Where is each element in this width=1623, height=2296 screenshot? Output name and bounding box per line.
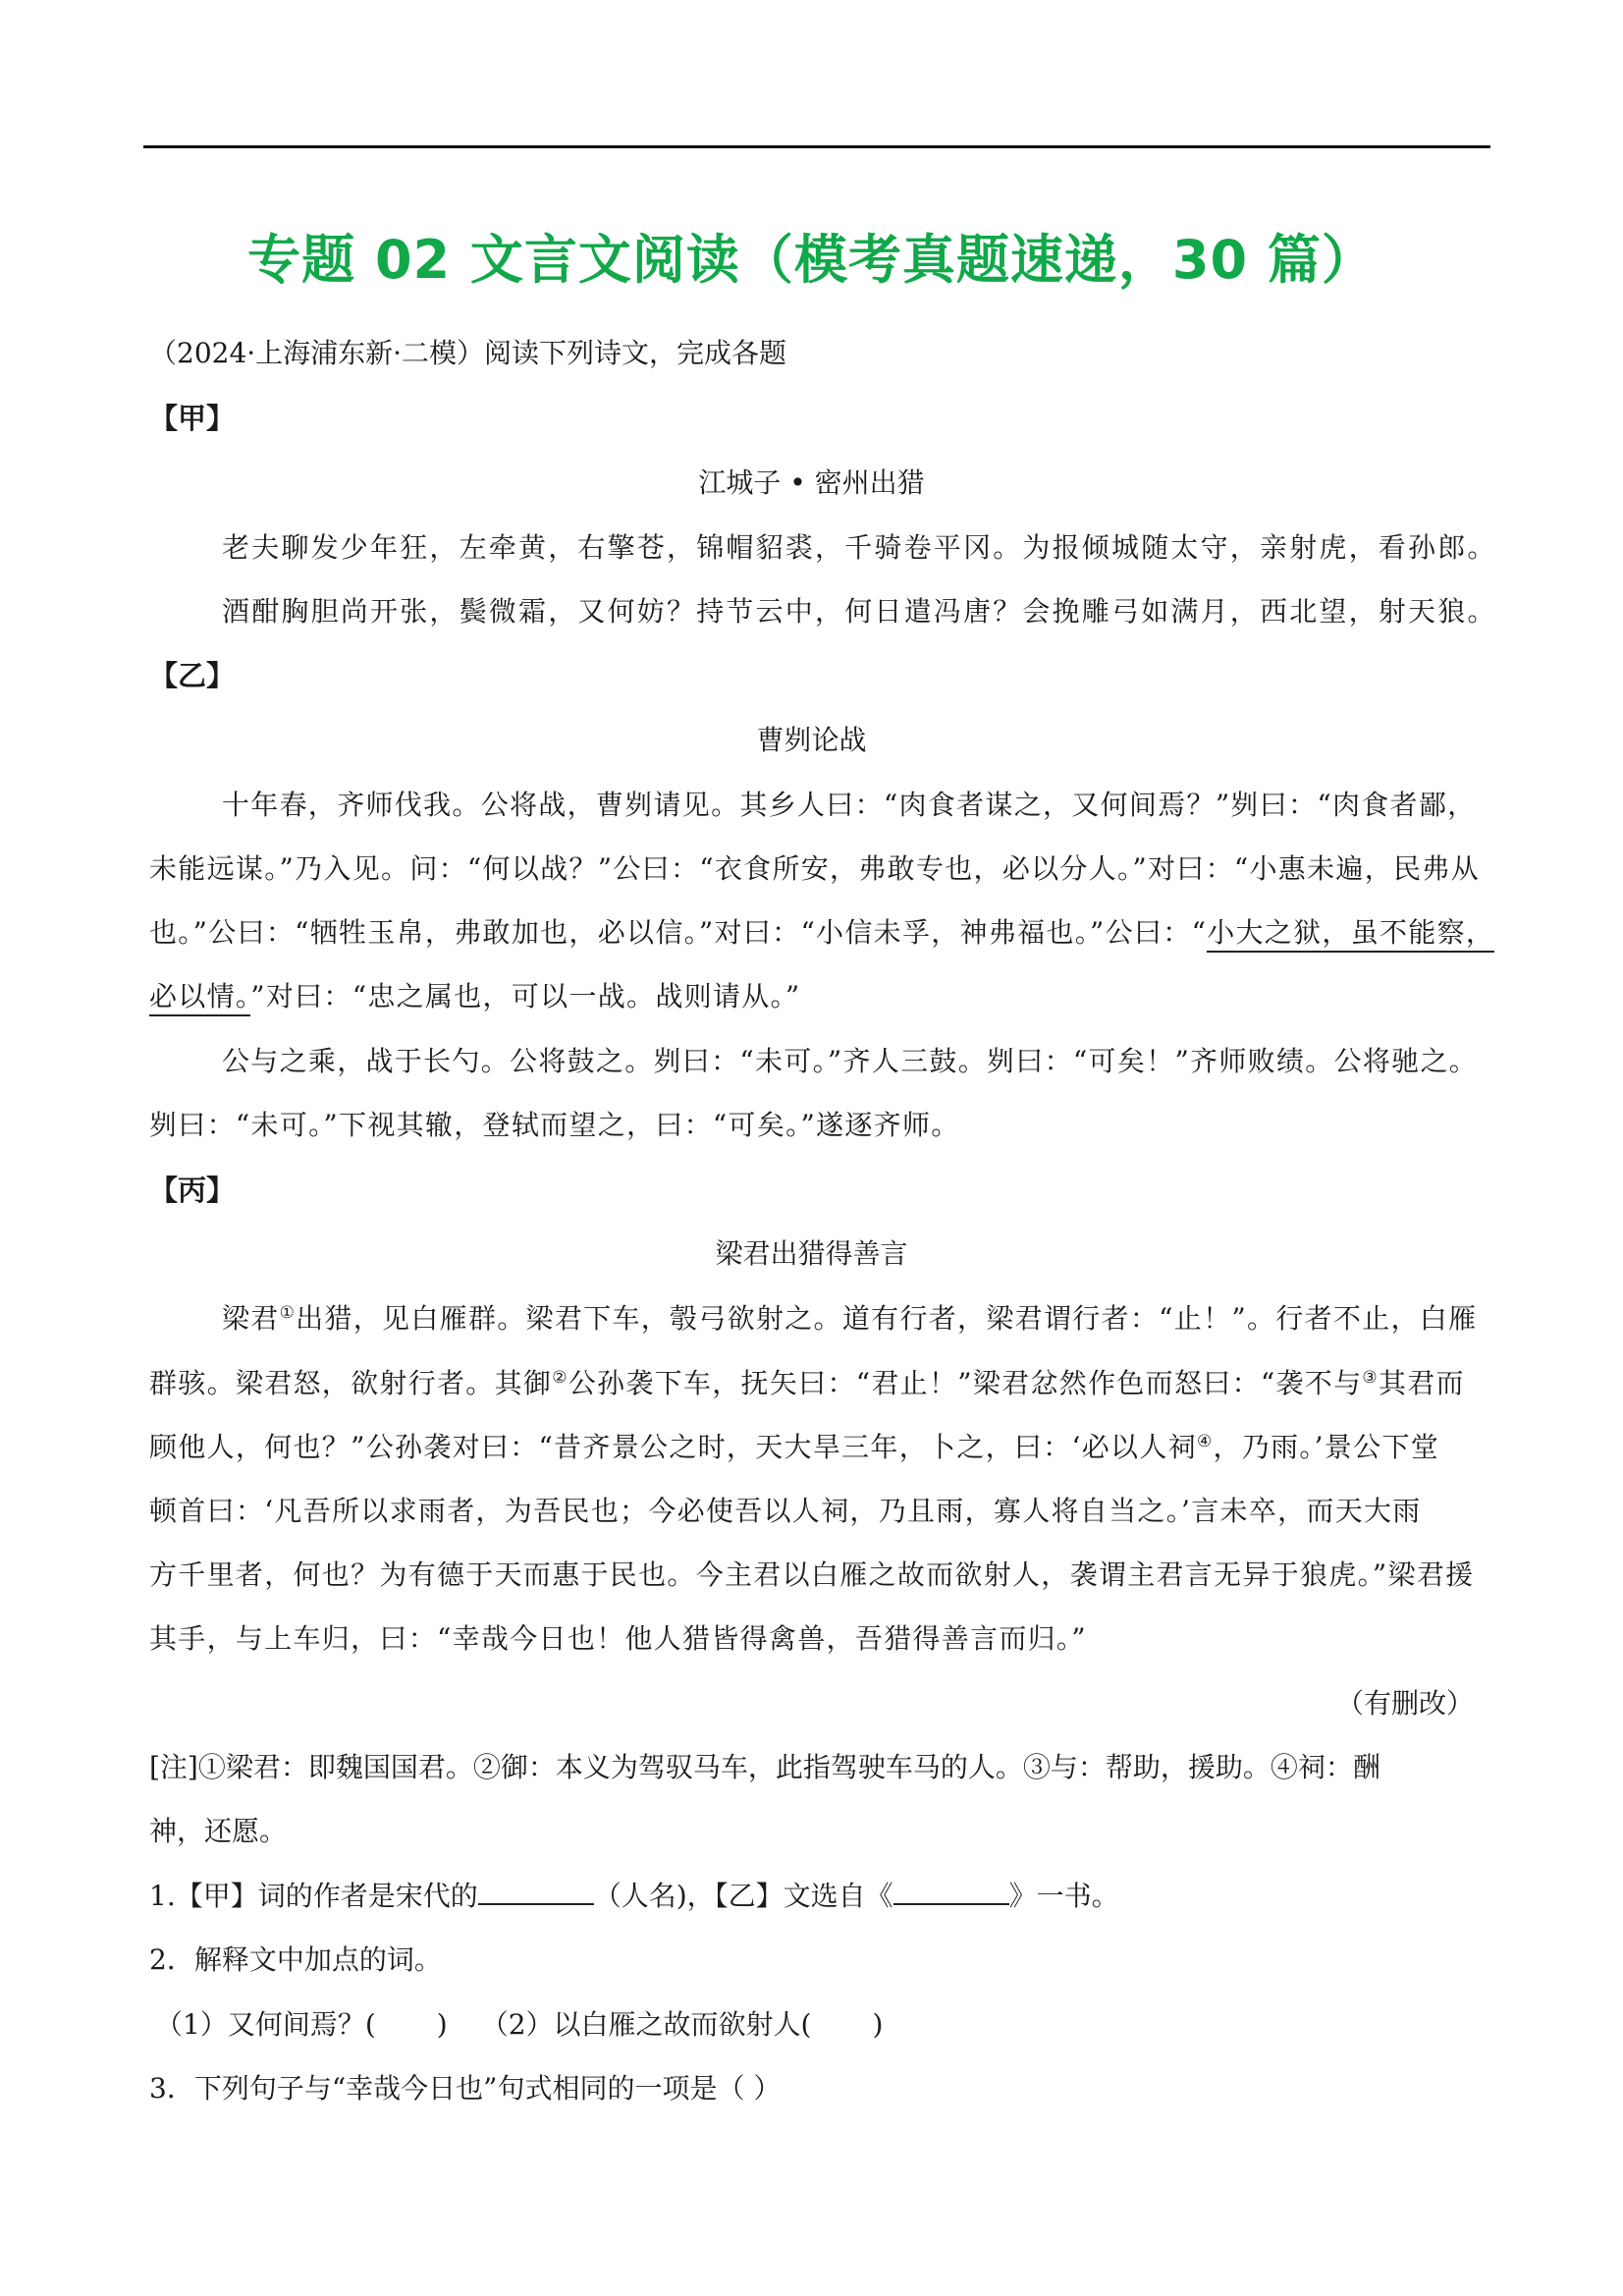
underlined-sentence-part1: 小大之狱，虽不能察， (1207, 916, 1494, 953)
question-2-2-text: （2）以白雁之故而欲射人( (480, 2008, 812, 2041)
section-label-jia: 【甲】 (149, 402, 236, 435)
yi-line-6: 刿曰：“未可。”下视其辙，登轼而望之，曰：“可矣。”遂逐齐师。 (149, 1109, 960, 1141)
question-3: 3．下列句子与“幸哉今日也”句式相同的一项是（ ） (149, 2072, 782, 2105)
question-1-text-c: 》一书。 (1008, 1880, 1119, 1912)
question-2-2-close: ) (872, 2008, 884, 2041)
note-marker-2: ② (552, 1368, 568, 1388)
bing-text-c: 群骇。梁君怒，欲射行者。其御 (149, 1367, 553, 1399)
yi-line-4 (149, 977, 800, 1016)
yi-line-3-text: 也。”公曰：“牺牲玉帛，弗敢加也，必以信。”对曰：“小信未孚，神弗福也。”公曰：“ (149, 916, 1208, 949)
intro-text: （2024·上海浦东新·二模）阅读下列诗文，完成各题 (149, 337, 787, 369)
question-2: 2．解释文中加点的词。 (149, 1943, 442, 1976)
bing-line-6: 其手，与上车归，曰：“幸哉今日也！他人猎皆得禽兽，吾猎得善言而归。” (149, 1622, 1087, 1655)
bing-line-3 (149, 1428, 1439, 1467)
bing-line-2 (149, 1364, 1465, 1403)
section-label-bing: 【丙】 (149, 1174, 236, 1207)
heading-caogui: 曹刿论战 (756, 724, 867, 756)
note-marker-1: ① (279, 1303, 297, 1323)
annotation-line-1: [注]①梁君：即魏国国君。②御：本义为驾驭马车，此指驾驶车马的人。③与：帮助，援助。④祠：酬 (149, 1751, 1380, 1783)
note-marker-4: ④ (1196, 1432, 1214, 1451)
question-2-1-close: ) (436, 2008, 448, 2041)
heading-liangjun: 梁君出猎得善言 (715, 1237, 908, 1270)
poem-line-2: 酒酣胸胆尚开张，鬓微霜，又何妨？持节云中，何日遣冯唐？会挽雕弓如满月，西北望，射天狼。 (222, 595, 1497, 628)
source-note: （有删改） (1335, 1687, 1474, 1720)
section-label-yi: 【乙】 (149, 659, 236, 692)
page-title: 专题 02 文言文阅读（模考真题速递，30 篇） (247, 229, 1376, 291)
bing-text-g: ，乃雨。’景公下堂 (1213, 1431, 1440, 1463)
note-marker-3: ③ (1362, 1368, 1379, 1388)
question-1-text-a: 1.【甲】词的作者是宋代的 (149, 1880, 478, 1912)
underlined-sentence-part2: 必以情。 (149, 980, 250, 1016)
yi-line-4-text: ”对曰：“忠之属也，可以一战。战则请从。” (250, 980, 801, 1012)
header-rule (143, 145, 1490, 148)
bing-text-a: 梁君 (222, 1302, 280, 1335)
question-2-items (155, 2005, 883, 2045)
bing-text-f: 顾他人，何也？”公孙袭对曰：“昔齐景公之时，天大旱三年，卜之，曰：‘必以人祠 (149, 1431, 1197, 1463)
yi-line-1: 十年春，齐师伐我。公将战，曹刿请见。其乡人曰：“肉食者谋之，又何间焉？”刿曰：“肉食者鄙， (222, 789, 1477, 821)
heading-jiangchengzi: 江城子 • 密州出猎 (698, 466, 925, 499)
bing-line-5: 方千里者，何也？为有德于天而惠于民也。今主君以白雁之故而欲射人，袭谓主君言无异于狼虎。”梁君援 (149, 1558, 1475, 1591)
question-1 (149, 1877, 1119, 1916)
question-1-text-b: （人名)，【乙】文选自《 (593, 1880, 893, 1912)
bing-text-e: 其君而 (1378, 1367, 1465, 1399)
bing-line-1 (222, 1299, 1477, 1339)
answer-blank-author[interactable] (478, 1878, 594, 1905)
annotation-line-2: 神，还愿。 (149, 1815, 288, 1847)
poem-line-1: 老夫聊发少年狂，左牵黄，右擎苍，锦帽貂裘，千骑卷平冈。为报倾城随太守，亲射虎，看孙郎。 (222, 531, 1497, 564)
yi-line-3 (149, 913, 1494, 953)
answer-blank-book[interactable] (893, 1878, 1009, 1905)
question-2-1-text: （1）又何间焉？( (155, 2008, 376, 2041)
bing-line-4: 顿首曰：‘凡吾所以求雨者，为吾民也；今必使吾以人祠，乃且雨，寡人将自当之。’言未卒，而天大雨 (149, 1495, 1422, 1527)
bing-text-b: 出猎，见白雁群。梁君下车，彀弓欲射之。道有行者，梁君谓行者：“止！”。行者不止，白雁 (296, 1302, 1478, 1335)
bing-text-d: 公孙袭下车，抚矢曰：“君止！”梁君忿然作色而怒曰：“袭不与 (568, 1367, 1363, 1399)
yi-line-2: 未能远谋。”乃入见。问：“何以战？”公曰：“衣食所安，弗敢专也，必以分人。”对曰：“小惠未遍，民弗从 (149, 852, 1480, 885)
yi-line-5: 公与之乘，战于长勺。公将鼓之。刿曰：“未可。”齐人三鼓。刿曰：“可矣！”齐师败绩。公将驰之。 (222, 1045, 1479, 1077)
